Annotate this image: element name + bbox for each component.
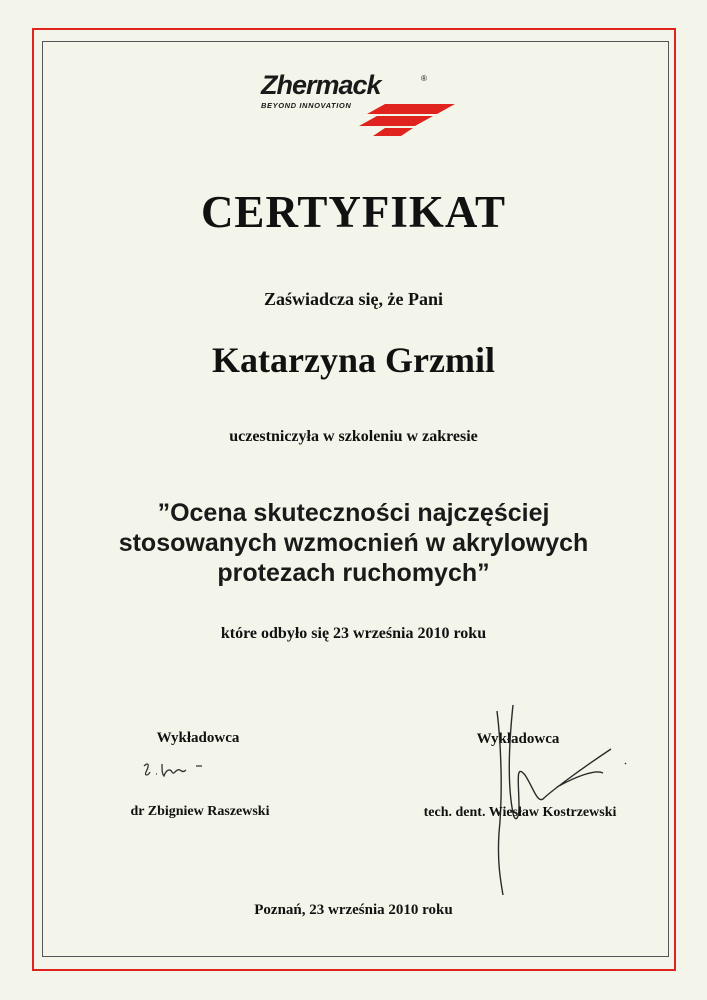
course-title	[0, 498, 707, 588]
logo-brand: Zhermack	[261, 70, 381, 100]
right-signature-title: Wykładowca	[476, 731, 560, 747]
left-signature-mark	[140, 758, 220, 782]
right-signatory-name: tech. dent. Wiesław Kostrzewski	[423, 805, 617, 820]
left-signature-title: Wykładowca	[156, 730, 240, 746]
course-line-2: stosowanych wzmocnień w akrylowych	[118, 529, 589, 557]
right-signature-mark	[485, 703, 630, 898]
participation-text: uczestniczyła w szkoleniu w zakresie	[229, 428, 478, 445]
logo-stripes-icon	[355, 104, 455, 136]
logo-registered-mark: ®	[421, 74, 427, 83]
course-line-1: ”Ocena skuteczności najczęściej	[157, 499, 550, 527]
certificate-title: CERTYFIKAT	[200, 187, 507, 237]
zhermack-logo	[255, 70, 455, 140]
course-line-3: protezach ruchomych”	[217, 559, 490, 587]
intro-text: Zaświadcza się, że Pani	[264, 289, 443, 309]
logo-tagline: BEYOND INNOVATION	[261, 101, 352, 110]
left-signatory-name: dr Zbigniew Raszewski	[130, 804, 270, 819]
place-and-date: Poznań, 23 września 2010 roku	[254, 902, 453, 918]
held-on-text: które odbyło się 23 września 2010 roku	[220, 625, 487, 642]
recipient-name: Katarzyna Grzmil	[212, 340, 495, 380]
